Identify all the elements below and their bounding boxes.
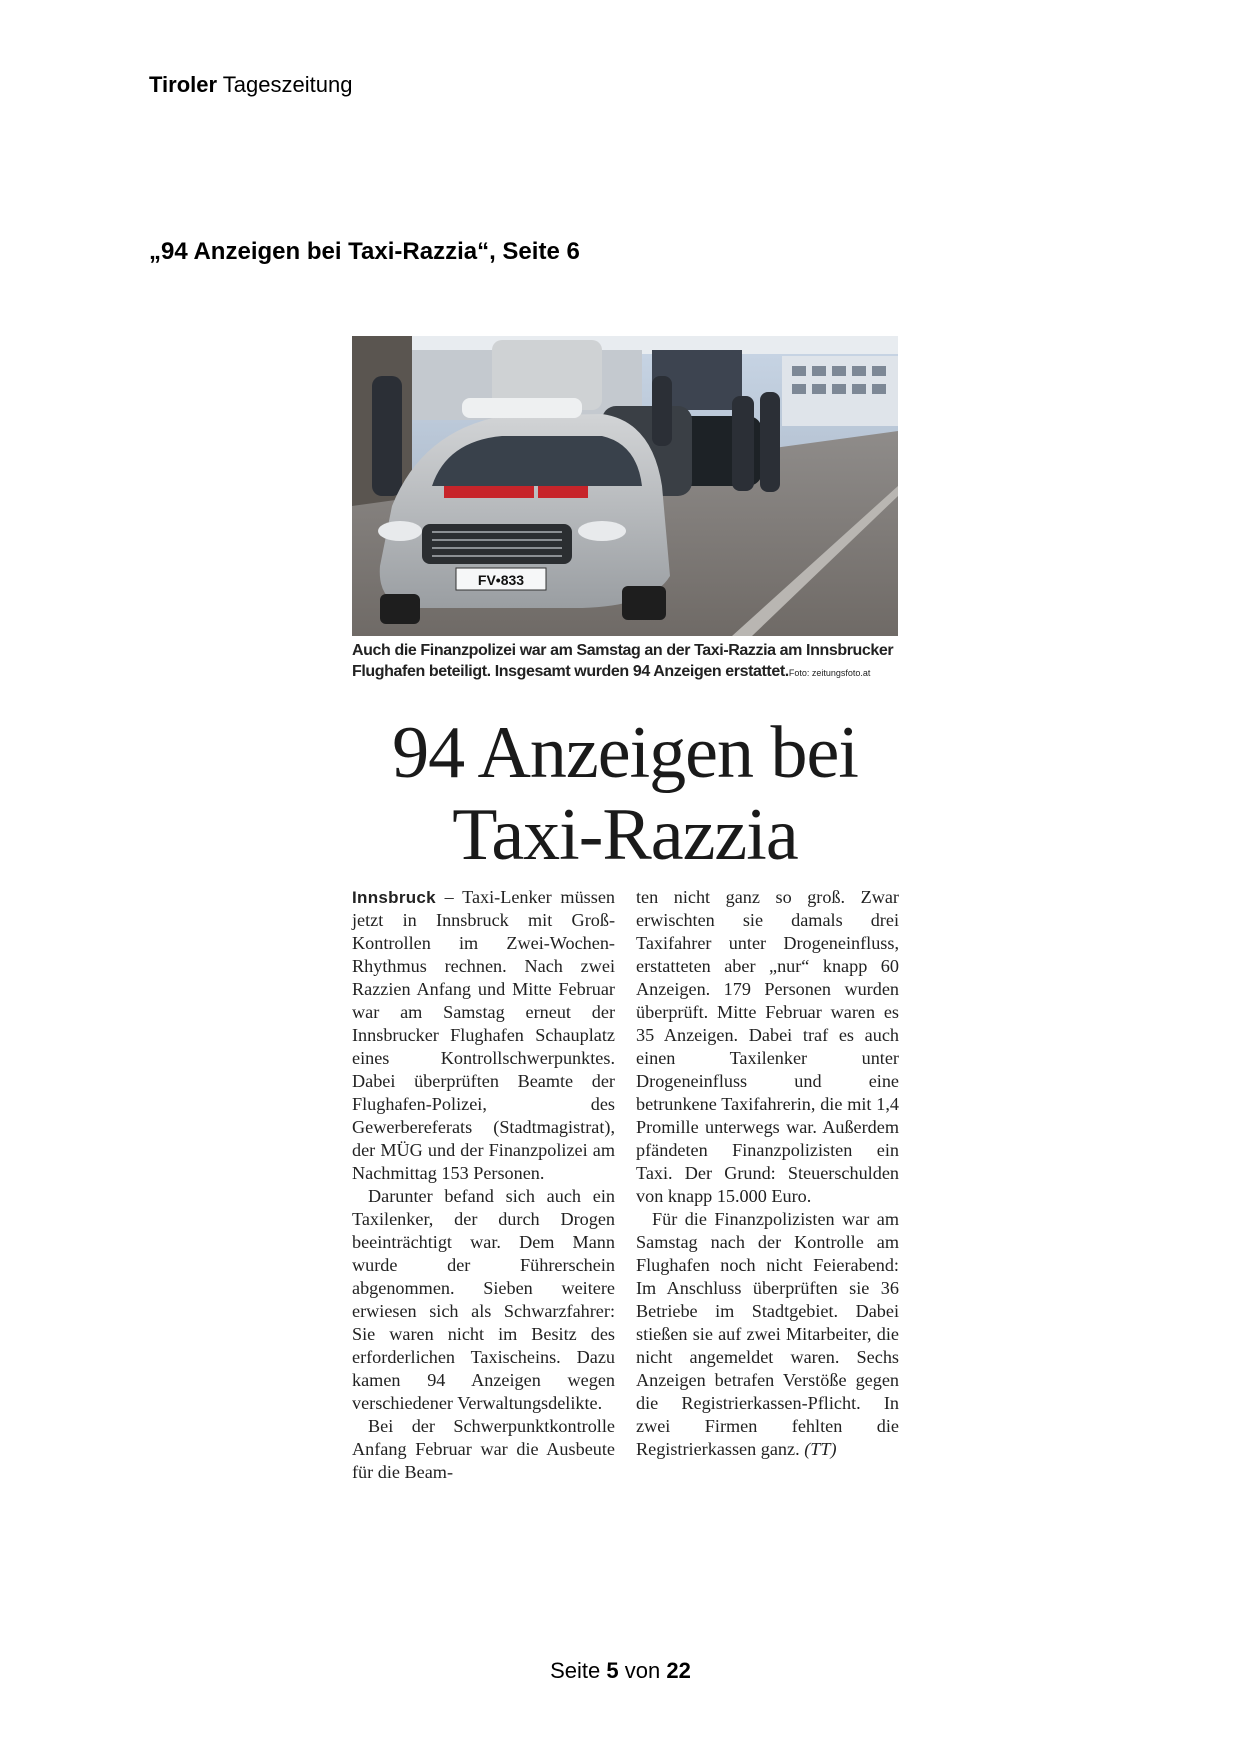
publication-name-rest: Tageszeitung: [222, 72, 353, 97]
article-headline: [340, 712, 910, 876]
caption-text: Auch die Finanzpolizei war am Samstag an der Taxi-Razzia am Innsbrucker Flughafen beteiligt. Insgesamt wurden 94 Anzeigen erstattet.: [352, 642, 894, 680]
current-page: 5: [606, 1658, 619, 1683]
article-photo: [352, 336, 898, 636]
publication-name: [149, 72, 352, 98]
page-of: von: [624, 1658, 661, 1683]
photo-caption: [352, 640, 898, 684]
article-column-2: [636, 886, 899, 1461]
paragraph-text: Für die Finanzpolizisten war am Samstag nach der Kontrolle am Flughafen noch nicht Feierabend: Im Anschluss überprüften sie 36 Betriebe im Stadtgebiet. Dabei stießen sie auf zwei Mitarbeiter, die nicht angemeldet waren. Sechs Anzeigen betrafen Verstöße gegen die Registrierkassen-Pflicht. In zwei Firmen fehlten die Registrierkassen ganz.: [636, 1209, 899, 1459]
article-column-1: [352, 886, 615, 1484]
photo-credit: Foto: zeitungsfoto.at: [788, 668, 871, 678]
publication-name-bold: Tiroler: [149, 72, 218, 97]
paragraph: [636, 1208, 899, 1461]
paragraph: Bei der Schwerpunktkontrolle Anfang Februar war die Ausbeute für die Beam-: [352, 1416, 615, 1482]
taxi-photo-illustration: [352, 336, 898, 636]
license-plate: FV•833: [477, 572, 525, 588]
headline-line-2: Taxi-Razzia: [452, 794, 798, 876]
article-reference-title: „94 Anzeigen bei Taxi-Razzia“, Seite 6: [149, 238, 580, 265]
paragraph: Darunter befand sich auch ein Taxilenker, der durch Drogen beeinträchtigt war. Dem Mann wurde der Führerschein abgenommen. Sieben weitere erwiesen sich als Schwarzfahrer: Sie waren nicht im Besitz des erforderlichen Taxischeins. Dazu kamen 94 Anzeigen wegen verschiedener Verwaltungsdelikte.: [352, 1186, 615, 1413]
paragraph-text: – Taxi-Lenker müssen jetzt in Innsbruck mit Groß-Kontrollen im Zwei-Wochen-Rhythmus rechnen. Nach zwei Razzien Anfang und Mitte Februar war am Samstag erneut der Innsbrucker Flughafen Schauplatz eines Kontrollschwerpunktes. Dabei überprüften Beamte der Flughafen-Polizei, des Gewerbereferats (Stadtmagistrat), der MÜG und der Finanzpolizei am Nachmittag 153 Personen.: [352, 887, 615, 1183]
dateline: Innsbruck: [352, 888, 436, 907]
page-label: Seite: [550, 1658, 601, 1683]
paragraph: ten nicht ganz so groß. Zwar erwischten sie damals drei Taxifahrer unter Drogeneinfluss, erstatteten aber „nur“ knapp 60 Anzeigen. 179 Personen wurden überprüft. Mitte Februar waren es 35 Anzeigen. Dabei traf es auch einen Taxilenker unter Drogeneinfluss und eine betrunkene Taxifahrerin, die mit 1,4 Promille unterwegs war. Außerdem pfändeten Finanzpolizisten ein Taxi. Der Grund: Steuerschulden von knapp 15.000 Euro.: [636, 887, 899, 1206]
paragraph: [352, 886, 615, 1185]
page-number: [0, 1658, 1241, 1684]
headline-line-1: 94 Anzeigen bei: [392, 712, 858, 794]
author-signoff: (TT): [804, 1439, 837, 1459]
total-pages: 22: [666, 1658, 691, 1683]
